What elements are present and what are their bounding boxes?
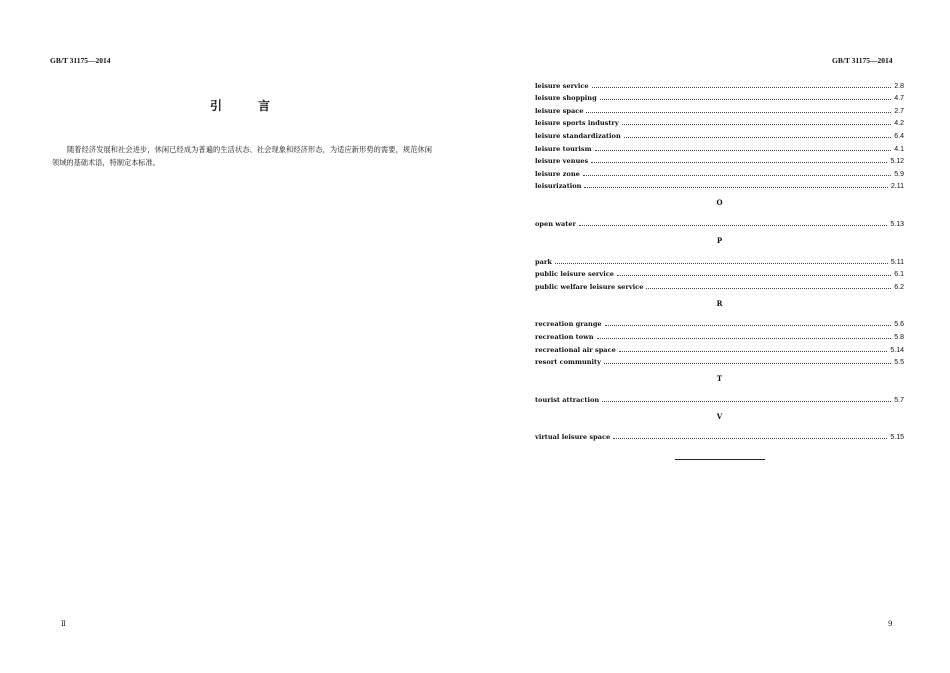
index-term: leisurization [535, 182, 582, 191]
index-ref: 5.15 [890, 434, 904, 442]
dot-leader [583, 175, 891, 176]
index-entry [535, 266, 904, 279]
dot-leader [579, 225, 887, 226]
index-ref: 5.9 [894, 170, 904, 178]
index-entry [535, 140, 904, 153]
index-entry [535, 253, 904, 266]
index-term: leisure venues [535, 157, 589, 166]
dot-leader [617, 275, 891, 276]
left-page-number: Ⅱ [61, 620, 66, 628]
index-ref: 2.11 [890, 183, 904, 191]
index-ref: 5.12 [890, 158, 904, 166]
index-term: leisure space [535, 106, 584, 115]
dot-leader [600, 99, 892, 100]
index-entry [535, 165, 904, 178]
index-term: leisure tourism [535, 144, 592, 153]
index-term: resort community [535, 358, 601, 367]
dot-leader [605, 325, 892, 326]
index-term: park [535, 257, 552, 266]
index-ref: 6.4 [894, 132, 904, 140]
index-ref: 2.7 [894, 107, 904, 115]
page-title [210, 97, 270, 114]
index-ref: 5.11 [890, 258, 904, 266]
index-entry [535, 178, 904, 191]
index-ref: 4.1 [894, 145, 904, 153]
index-entry [535, 102, 904, 115]
index-entry [535, 341, 904, 354]
dot-leader [604, 363, 891, 364]
dot-leader [591, 162, 887, 163]
index-term: virtual leisure space [535, 433, 611, 442]
dot-leader [622, 124, 892, 125]
term-index [535, 77, 904, 441]
index-letter-heading: P [716, 235, 723, 245]
end-rule [675, 459, 765, 460]
index-ref: 5.7 [894, 396, 904, 404]
dot-leader [602, 401, 891, 402]
index-term: leisure standardization [535, 131, 621, 140]
index-ref: 4.2 [894, 120, 904, 128]
index-ref: 5.5 [894, 359, 904, 367]
index-term: leisure sports industry [535, 119, 619, 128]
index-ref: 5.8 [894, 333, 904, 341]
index-term: leisure zone [535, 169, 580, 178]
index-entry [535, 391, 904, 404]
dot-leader [595, 150, 892, 151]
index-letter-heading: T [716, 374, 723, 384]
index-entry [535, 316, 904, 329]
index-letter-heading: O [716, 198, 723, 208]
index-entry [535, 90, 904, 103]
index-entry [535, 77, 904, 90]
index-term: tourist attraction [535, 395, 600, 404]
index-term: open water [535, 219, 576, 228]
index-letter-heading: R [716, 298, 723, 308]
index-ref: 5.14 [890, 346, 904, 354]
index-entry [535, 127, 904, 140]
dot-leader [624, 137, 892, 138]
title-char: 引 [210, 99, 223, 113]
dot-leader [613, 438, 887, 439]
index-ref: 4.7 [894, 95, 904, 103]
index-letter-heading: V [716, 411, 723, 421]
index-term: leisure service [535, 81, 589, 90]
dot-leader [619, 351, 888, 352]
left-page-header: GB/T 31175—2014 [50, 56, 111, 65]
dot-leader [555, 263, 888, 264]
title-char: 言 [257, 99, 270, 113]
dot-leader [584, 187, 887, 188]
index-ref: 5.6 [894, 321, 904, 329]
index-ref: 2.8 [894, 82, 904, 90]
index-term: public welfare leisure service [535, 282, 644, 291]
index-term: public leisure service [535, 270, 614, 279]
index-entry [535, 115, 904, 128]
dot-leader [646, 288, 891, 289]
index-ref: 5.13 [890, 220, 904, 228]
index-entry [535, 354, 904, 367]
right-page-number: 9 [888, 620, 893, 628]
index-entry [535, 153, 904, 166]
index-entry [535, 215, 904, 228]
dot-leader [586, 112, 891, 113]
index-term: recreation grange [535, 320, 602, 329]
intro-paragraph: 随着经济发展和社会进步，休闲已经成为普遍的生活状态、社会现象和经济形态，为适应新形势的需要，规范休闲领域的基础术语，特制定本标准。 [52, 145, 432, 168]
index-ref: 6.1 [894, 271, 904, 279]
right-page-header: GB/T 31175—2014 [832, 56, 893, 65]
index-entry [535, 328, 904, 341]
index-term: recreational air space [535, 345, 616, 354]
dot-leader [592, 87, 892, 88]
index-entry [535, 278, 904, 291]
dot-leader [597, 338, 892, 339]
index-term: recreation town [535, 332, 594, 341]
index-term: leisure shopping [535, 94, 597, 103]
index-ref: 6.2 [894, 283, 904, 291]
index-entry [535, 429, 904, 442]
